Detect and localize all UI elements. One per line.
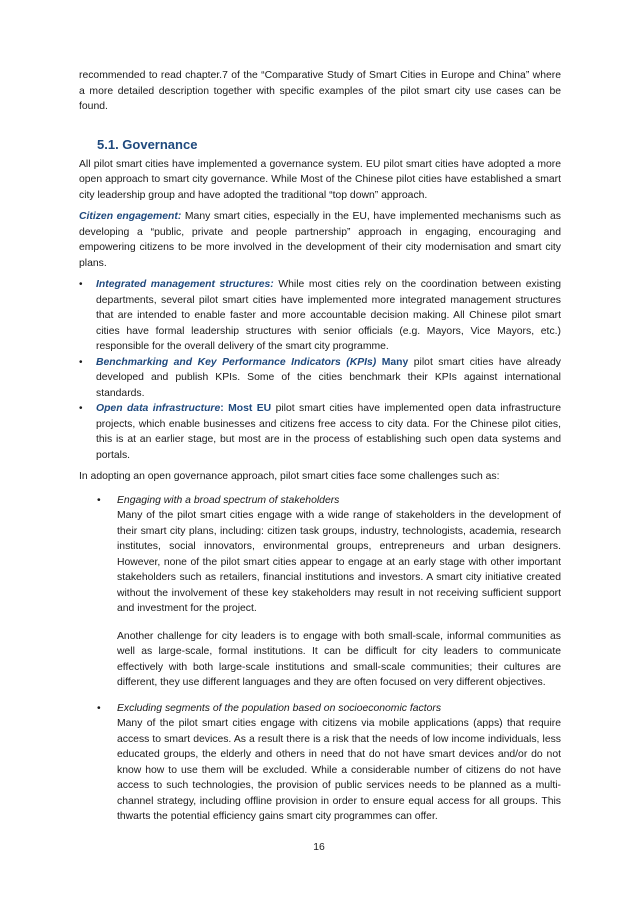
bullet-text: pilot smart cities have implemented open data infrastructure projects, which enable businesses and citizens free access to city data. For the Chinese pilot cities, this is at an earlier stage, but most are in the process of establishing such open data systems and portals.: [96, 403, 561, 461]
governance-bullet-list: [79, 277, 561, 463]
bullet-item-benchmarking: [79, 355, 561, 402]
challenge-paragraph: Another challenge for city leaders is to engage with both small-scale, informal communities as well as large-scale, formal institutions. It can be difficult for city leaders to communicate effectively with both large-scale institutions and small-scale communities; their cultures are different, they use different languages and they are often focused on very different objectives.: [117, 630, 561, 688]
bullet-label: Benchmarking and Key Performance Indicators (KPIs): [96, 356, 377, 368]
bullet-icon: •: [97, 702, 101, 714]
citizen-engagement-text: Many smart cities, especially in the EU, have implemented mechanisms such as developing a “public, private and people partnership” approach in engaging, encouraging and empowering citizens to be more involved in the development of their city modernisation and smart city plans.: [79, 211, 561, 269]
bullet-item-integrated-management: [79, 277, 561, 355]
page-number: 16: [313, 842, 325, 853]
citizen-engagement-label: Citizen engagement:: [79, 211, 182, 222]
bullet-label-extra: : Most EU: [220, 403, 272, 414]
bullet-icon: •: [97, 494, 101, 506]
bullet-label: Open data infrastructure: [96, 403, 221, 414]
governance-paragraph: All pilot smart cities have implemented a governance system. EU pilot smart cities have adopted a more open approach to smart city governance. While Most of the Chinese pilot cities have established a smart city leadership group and have adopted the traditional “top down” approach.: [79, 158, 561, 201]
bullet-text: While most cities rely on the coordination between existing departments, several pilot smart cities have implemented more integrated management structures that are intended to enable faster and more accountable decision making. All Chinese pilot smart cities have formal leadership structures with senior officials (e.g. Mayors, Vice Mayors, etc.) responsible for the overall delivery of the smart city programme.: [96, 279, 562, 352]
challenge-item-stakeholders: [79, 493, 561, 691]
bullet-icon: •: [79, 356, 83, 368]
bullet-text: pilot smart cities have already developed and publish KPIs. Some of the cities benchmark their KPIs against international standards.: [96, 356, 561, 399]
challenge-paragraph: Many of the pilot smart cities engage with citizens via mobile applications (apps) that require access to smart devices. As a result there is a risk that the needs of low income individuals, less educated groups, the elderly and others in need that do not have smart devices and/or do not know how to use them will be excluded. While a considerable number of citizens do not have access to such technologies, the provision of public services needs to be planned as a multi-channel strategy, including offline provision in order to ensure equal access for all groups. This thwarts the potential efficiency gains smart city programmes can offer.: [117, 718, 561, 822]
bullet-icon: •: [79, 279, 83, 290]
document-body: [79, 68, 561, 835]
bullet-item-open-data: [79, 401, 561, 463]
intro-paragraph: recommended to read chapter.7 of the “Comparative Study of Smart Cities in Europe and China” where a more detailed description together with specific examples of the pilot smart city use cases can be found.: [79, 70, 561, 112]
challenges-list: [79, 493, 561, 825]
section-heading: 5.1. Governance: [97, 136, 198, 152]
bullet-label: Integrated management structures:: [96, 279, 274, 290]
bullet-label-extra: Many: [376, 356, 409, 368]
challenge-title: Excluding segments of the population based on socioeconomic factors: [117, 702, 442, 714]
challenge-paragraph: Many of the pilot smart cities engage with a wide range of stakeholders in the development of their smart city plans, including: citizen task groups, industry, technologists, academia, research institutes, social innovators, environmental groups, entrepreneurs and urban designers. However, none of the pilot smart cities appear to engage at an early stage with other important stakeholders such as retailers, financial institutions and investors. A smart city initiative created without the involvement of these key stakeholders may result in not receiving sufficient support and investment for the project.: [117, 510, 561, 614]
challenges-intro: In adopting an open governance approach, pilot smart cities face some challenges such as:: [79, 471, 500, 482]
bullet-icon: •: [79, 403, 83, 414]
challenge-title: Engaging with a broad spectrum of stakeholders: [117, 494, 340, 506]
citizen-engagement-paragraph: [79, 209, 561, 271]
challenge-item-socioeconomic: [79, 701, 561, 825]
